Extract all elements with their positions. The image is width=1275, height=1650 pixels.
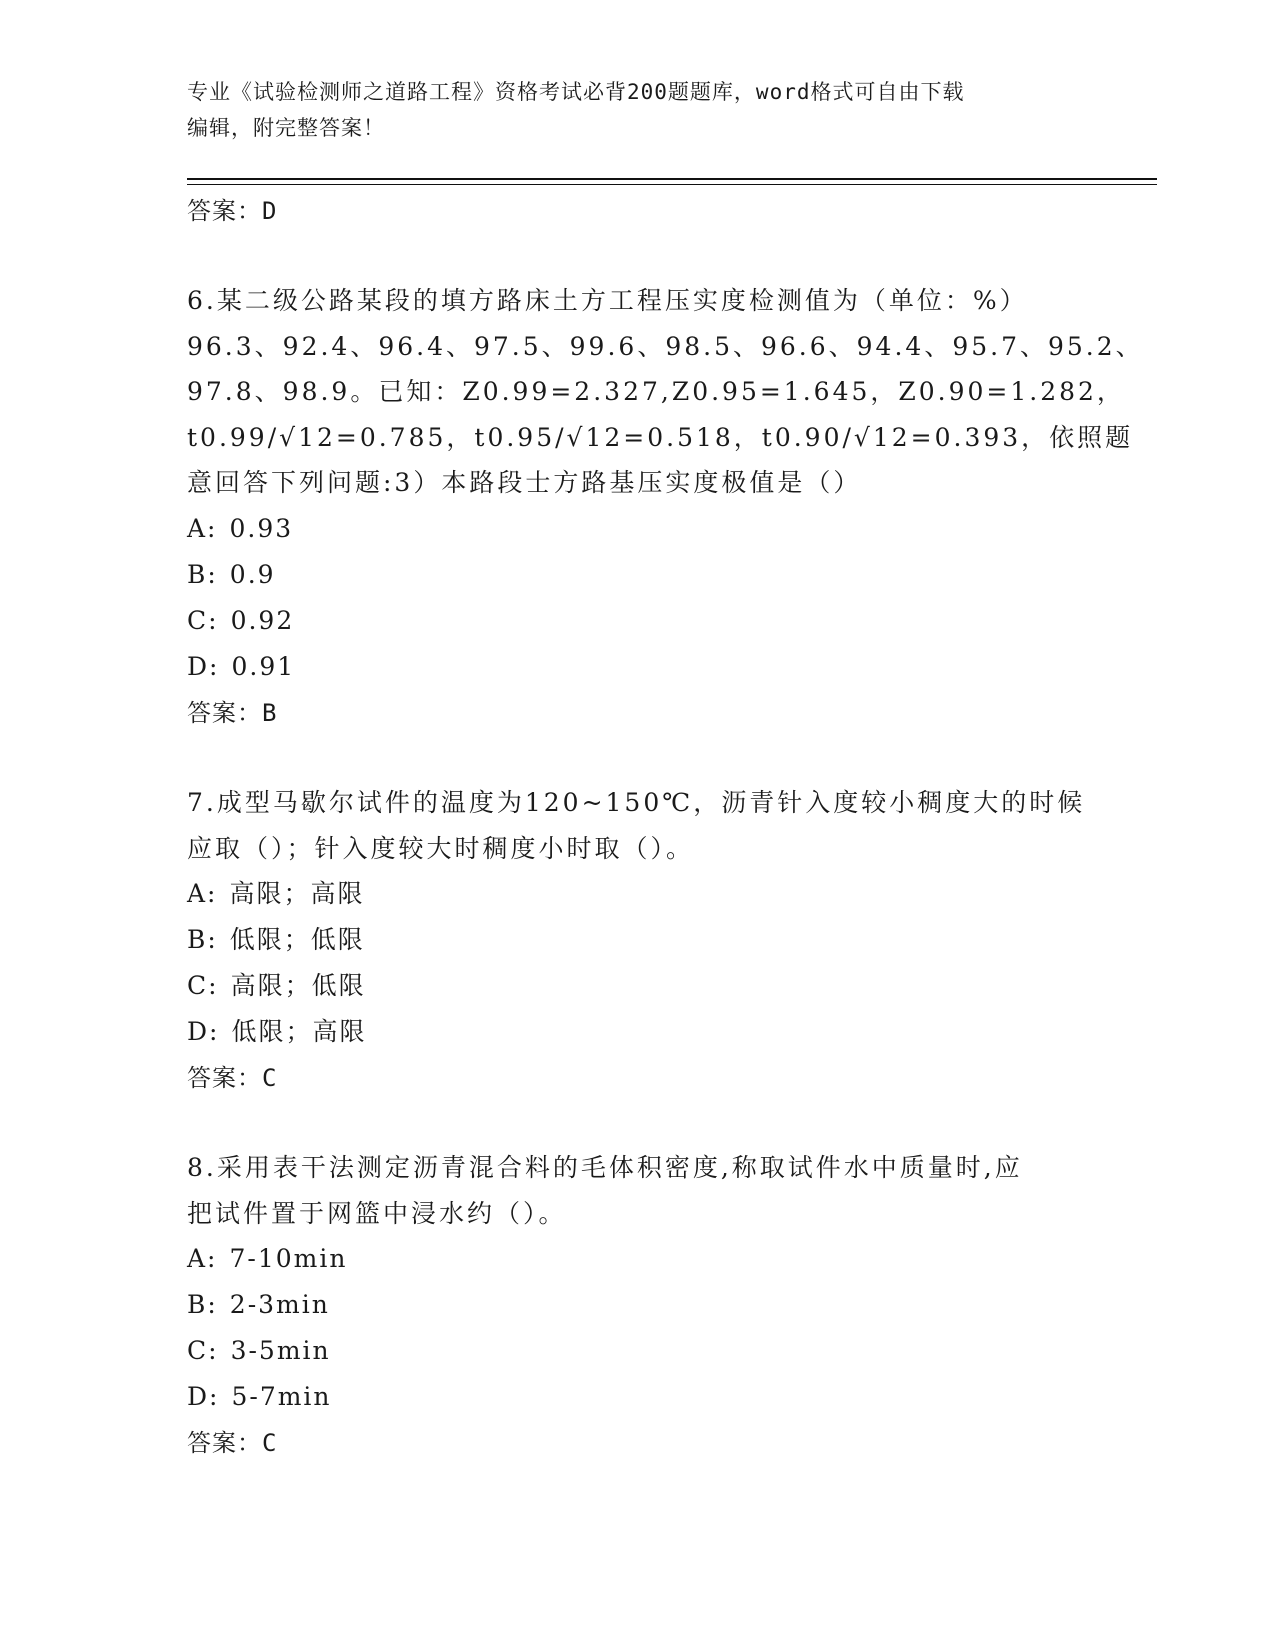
option-letter: D:: [187, 1382, 220, 1412]
header-divider-thin: [187, 184, 1157, 185]
option-letter: C:: [187, 1336, 219, 1366]
option-b: [187, 917, 1107, 963]
answer-line: 答案：C: [187, 1064, 278, 1093]
stem-line: 7.成型马歇尔试件的温度为120~150℃，沥青针入度较小稠度大的时候: [187, 787, 1086, 817]
answer-line: 答案：D: [187, 197, 278, 225]
option-text: 低限；高限: [231, 1017, 367, 1047]
page-header: [187, 74, 1087, 146]
option-d: [187, 1374, 1107, 1420]
option-text: 高限；高限: [229, 879, 365, 909]
header-divider-thick: [187, 178, 1157, 180]
option-letter: B:: [187, 925, 218, 955]
option-text: 0.93: [229, 513, 294, 543]
option-b: [187, 1282, 1107, 1328]
option-a: [187, 506, 1107, 552]
option-a: [187, 1236, 1107, 1282]
option-letter: B:: [187, 1290, 218, 1320]
option-text: 0.92: [230, 605, 295, 635]
option-letter: D:: [187, 651, 220, 681]
option-text: 3-5min: [230, 1336, 331, 1366]
option-letter: A:: [187, 879, 218, 909]
question-6: [187, 278, 1144, 736]
stem-line: 意回答下列问题:3）本路段士方路基压实度极值是（）: [187, 468, 862, 498]
option-letter: D:: [187, 1017, 220, 1047]
header-title-line-1: 专业《试验检测师之道路工程》资格考试必背200题题库，word格式可自由下载: [187, 80, 965, 104]
option-text: 5-7min: [231, 1382, 332, 1412]
header-title-line-2: 编辑，附完整答案！: [187, 116, 385, 140]
option-text: 7-10min: [229, 1244, 348, 1274]
option-letter: C:: [187, 971, 219, 1001]
question-list: [187, 188, 1144, 1466]
option-letter: A:: [187, 513, 218, 543]
question-7: [187, 780, 1107, 1101]
question-stem: [187, 1145, 1107, 1236]
option-text: 2-3min: [229, 1290, 330, 1320]
option-text: 0.91: [231, 651, 296, 681]
option-d: [187, 644, 1107, 690]
option-c: [187, 598, 1107, 644]
answer-line: 答案：C: [187, 1429, 278, 1458]
stem-line: 8.采用表干法测定沥青混合料的毛体积密度,称取试件水中质量时,应: [187, 1153, 1023, 1183]
option-letter: C:: [187, 605, 219, 635]
stem-line: 96.3、92.4、96.4、97.5、99.6、98.5、96.6、94.4、95.7、95.2、: [187, 331, 1144, 361]
option-d: [187, 1009, 1107, 1055]
option-c: [187, 963, 1107, 1009]
stem-line: 应取（）；针入度较大时稠度小时取（）。: [187, 833, 695, 863]
answer-line: 答案：B: [187, 698, 278, 727]
stem-line: 97.8、98.9。已知：Z0.99=2.327,Z0.95=1.645，Z0.90=1.282，: [187, 377, 1125, 407]
stem-line: 把试件置于网篮中浸水约（）。: [187, 1198, 567, 1228]
stem-line: t0.99/√12=0.785，t0.95/√12=0.518，t0.90/√12=0.393，依照题: [187, 422, 1134, 452]
option-text: 高限；低限: [230, 971, 366, 1001]
question-8: [187, 1145, 1107, 1466]
option-text: 0.9: [229, 559, 276, 589]
stem-line: 6.某二级公路某段的填方路床土方工程压实度检测值为（单位：%）: [187, 286, 1028, 315]
question-stem: [187, 780, 1107, 871]
option-letter: B:: [187, 559, 218, 589]
option-letter: A:: [187, 1244, 218, 1274]
option-text: 低限；低限: [229, 925, 365, 955]
question-stem: [187, 278, 1144, 506]
option-b: [187, 552, 1107, 598]
option-c: [187, 1328, 1107, 1374]
option-a: [187, 871, 1107, 917]
